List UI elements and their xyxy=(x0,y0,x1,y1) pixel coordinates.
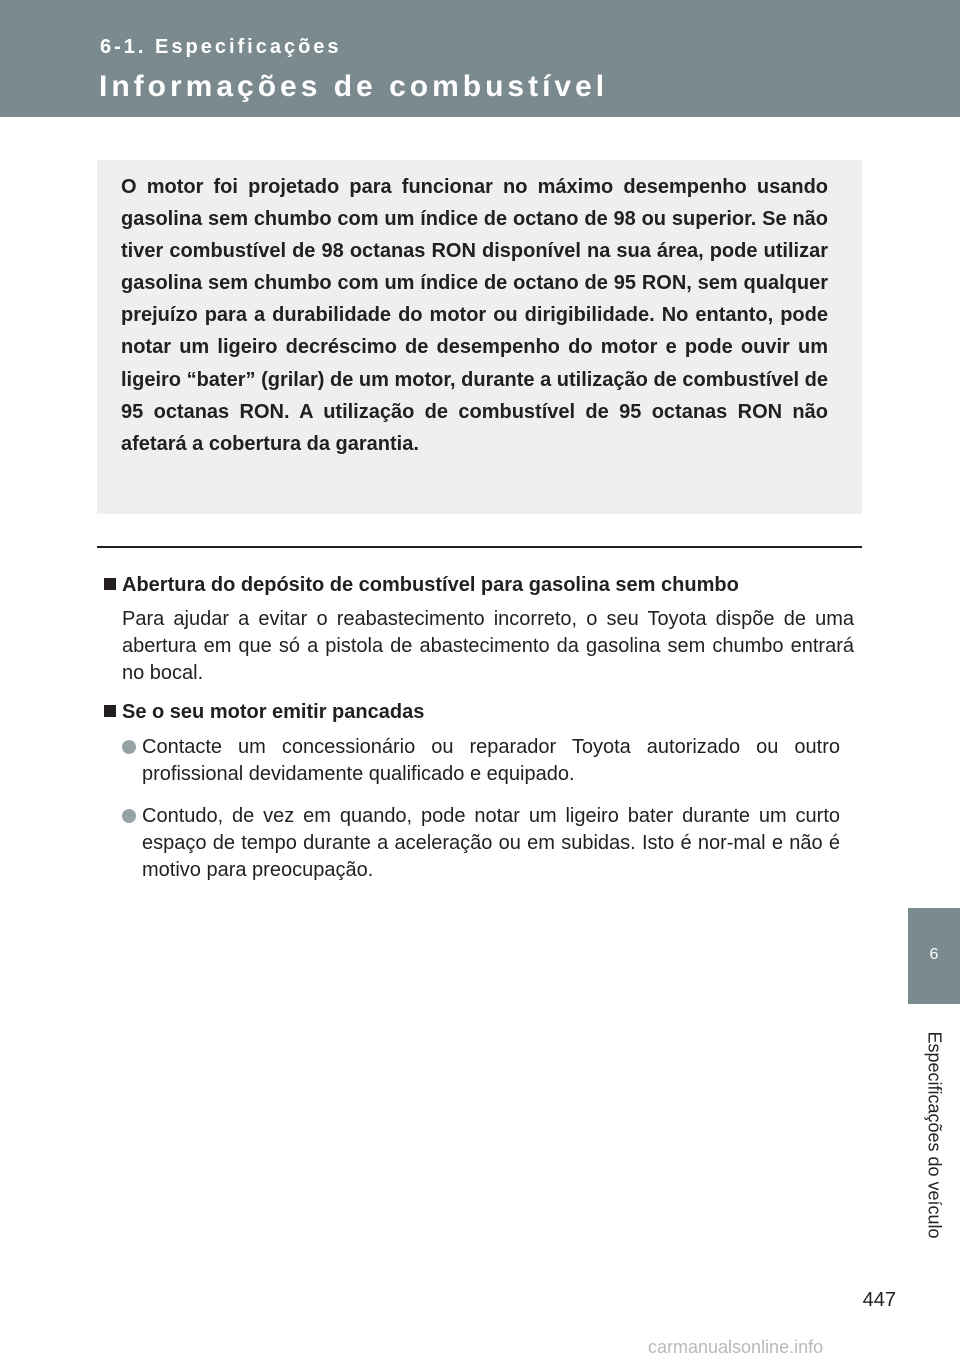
list-item xyxy=(142,803,840,884)
intro-box xyxy=(97,160,862,514)
section-heading-text: Abertura do depósito de combustível para gasolina sem chumbo xyxy=(122,574,739,596)
page-number: 447 xyxy=(862,1289,896,1311)
section-paragraph: Para ajudar a evitar o reabastecimento incorreto, o seu Toyota dispõe de uma abertura em que só a pistola de abastecimento da gasolina sem chumbo entrará no bocal. xyxy=(122,608,854,684)
circle-bullet-icon xyxy=(122,809,136,823)
chapter-label: Especificações do veículo xyxy=(924,1031,945,1239)
square-bullet-icon xyxy=(104,705,116,717)
list-item-text: Contudo, de vez em quando, pode notar um ligeiro bater durante um curto espaço de tempo durante a aceleração ou em subidas. Isto é nor-mal e não é motivo para preocupação. xyxy=(142,805,840,881)
watermark: carmanualsonline.info xyxy=(648,1337,824,1357)
section-heading-text: Se o seu motor emitir pancadas xyxy=(122,701,425,723)
section-divider xyxy=(97,546,862,548)
circle-bullet-icon xyxy=(122,740,136,754)
section-heading-engine-knock xyxy=(104,699,854,725)
section-heading-fuel-opening xyxy=(104,572,854,598)
main-content xyxy=(104,572,854,884)
page-header xyxy=(0,0,960,117)
page-title: Informações de combustível xyxy=(99,70,609,103)
list-item xyxy=(142,734,840,788)
chapter-tab[interactable] xyxy=(908,908,960,1004)
list-item-text: Contacte um concessionário ou reparador Toyota autorizado ou outro profissional devidamente qualificado e equipado. xyxy=(142,736,840,785)
section-label: 6-1. Especificações xyxy=(100,36,342,58)
chapter-number: 6 xyxy=(929,946,939,963)
intro-text: O motor foi projetado para funcionar no máximo desempenho usando gasolina sem chumbo com um índice de octano de 98 ou superior. Se não tiver combustível de 98 octanas RON disponível na sua área, pode utilizar gasolina sem chumbo com um índice de octano de 95 RON, sem qualquer prejuízo para a durabilidade do motor ou dirigibilidade. No entanto, pode notar um ligeiro decréscimo de desempenho do motor e pode ouvir um ligeiro “bater” (grilar) de um motor, durante a utilização de combustível de 95 octanas RON. A utilização de combustível de 95 octanas RON não afetará a cobertura da garantia. xyxy=(121,176,828,455)
square-bullet-icon xyxy=(104,578,116,590)
